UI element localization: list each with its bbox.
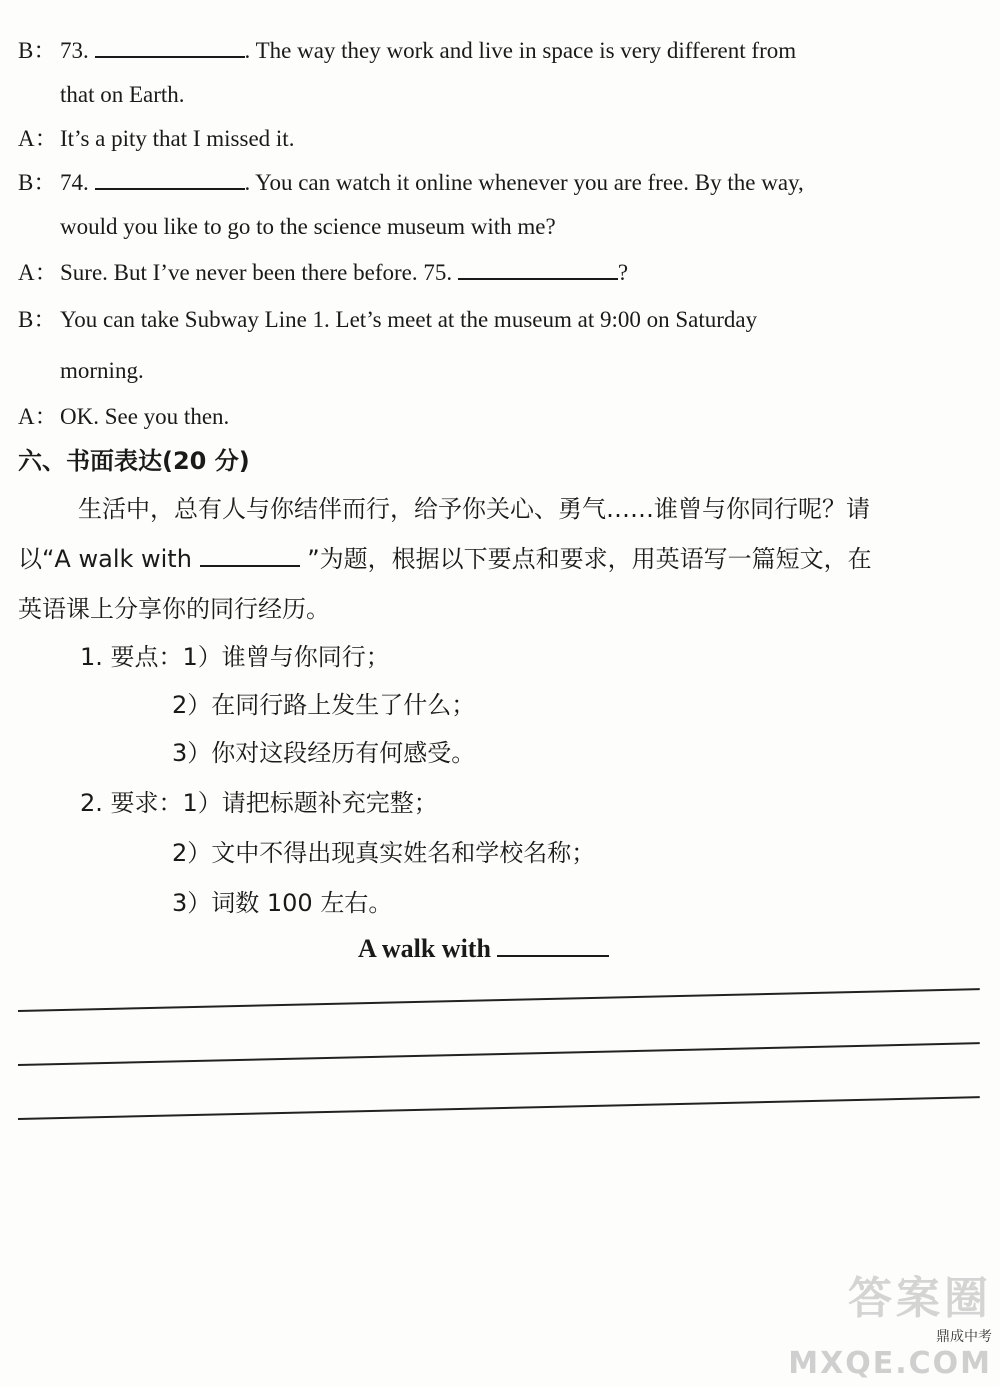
watermark-big: 答案圈 <box>848 1273 992 1324</box>
watermark-small: 鼎成中考 <box>936 1329 992 1345</box>
intro-line-3: 英语课上分享你的同行经历。 <box>18 595 330 623</box>
question-number: 74. <box>60 170 89 195</box>
speaker-label: B： <box>18 170 57 195</box>
watermark <box>788 1262 992 1381</box>
answer-blank-73[interactable] <box>95 38 245 58</box>
speaker-label: A： <box>18 126 58 151</box>
intro-line-1: 生活中，总有人与你结伴而行，给予你关心、勇气……谁曾与你同行呢？请 <box>78 495 870 523</box>
dialogue-b3-cont: morning. <box>60 358 144 383</box>
intro-suffix: ”为题，根据以下要点和要求，用英语写一篇短文，在 <box>307 545 872 573</box>
essay-title <box>358 934 609 964</box>
points-row-1 <box>80 642 390 672</box>
writing-line-2[interactable] <box>18 1042 980 1066</box>
answer-blank-74[interactable] <box>95 170 245 190</box>
dialogue-a2 <box>18 258 628 288</box>
section-heading: 六、书面表达(20 分) <box>18 447 250 475</box>
reqs-row-1 <box>80 788 438 818</box>
points-label: 1. 要点： <box>80 643 183 671</box>
question-mark: ? <box>617 260 629 285</box>
essay-title-text: A walk with <box>358 934 491 963</box>
speaker-label: A： <box>18 260 58 285</box>
dialogue-text: You can take Subway Line 1. Let’s meet at the museum at 9:00 on Saturday <box>60 307 758 332</box>
req-item: 2）文中不得出现真实姓名和学校名称； <box>172 839 596 867</box>
speaker-label: B： <box>18 38 57 63</box>
dialogue-text: Sure. But I’ve never been there before. 75. <box>60 260 453 285</box>
speaker-label: B： <box>18 307 57 332</box>
writing-line-1[interactable] <box>18 988 980 1012</box>
point-item: 3）你对这段经历有何感受。 <box>172 739 476 767</box>
point-item: 1）谁曾与你同行； <box>182 643 390 671</box>
reqs-label: 2. 要求： <box>80 789 183 817</box>
title-blank[interactable] <box>200 547 300 567</box>
intro-prefix: 以“A walk with <box>18 545 192 573</box>
question-number: 73. <box>60 38 89 63</box>
dialogue-b73-cont: that on Earth. <box>60 82 185 107</box>
dialogue-b3 <box>18 305 757 335</box>
dialogue-text: It’s a pity that I missed it. <box>60 126 295 151</box>
dialogue-a3 <box>18 402 229 432</box>
dialogue-text: . The way they work and live in space is very different from <box>244 38 797 63</box>
speaker-label: A： <box>18 404 58 429</box>
dialogue-text: OK. See you then. <box>60 404 230 429</box>
point-item: 2）在同行路上发生了什么； <box>172 691 476 719</box>
dialogue-text: . You can watch it online whenever you are free. By the way, <box>244 170 804 195</box>
req-item: 3）词数 100 左右。 <box>172 889 393 917</box>
dialogue-b73 <box>18 36 796 66</box>
intro-line-2 <box>18 544 872 574</box>
dialogue-a1 <box>18 124 294 154</box>
writing-line-3[interactable] <box>18 1096 980 1120</box>
answer-blank-75[interactable] <box>458 260 618 280</box>
watermark-url: MXQE.COM <box>788 1346 992 1381</box>
dialogue-b74-cont: would you like to go to the science museum with me? <box>60 214 556 239</box>
dialogue-b74 <box>18 168 804 198</box>
req-item: 1）请把标题补充完整； <box>182 789 438 817</box>
essay-title-blank[interactable] <box>497 937 609 957</box>
